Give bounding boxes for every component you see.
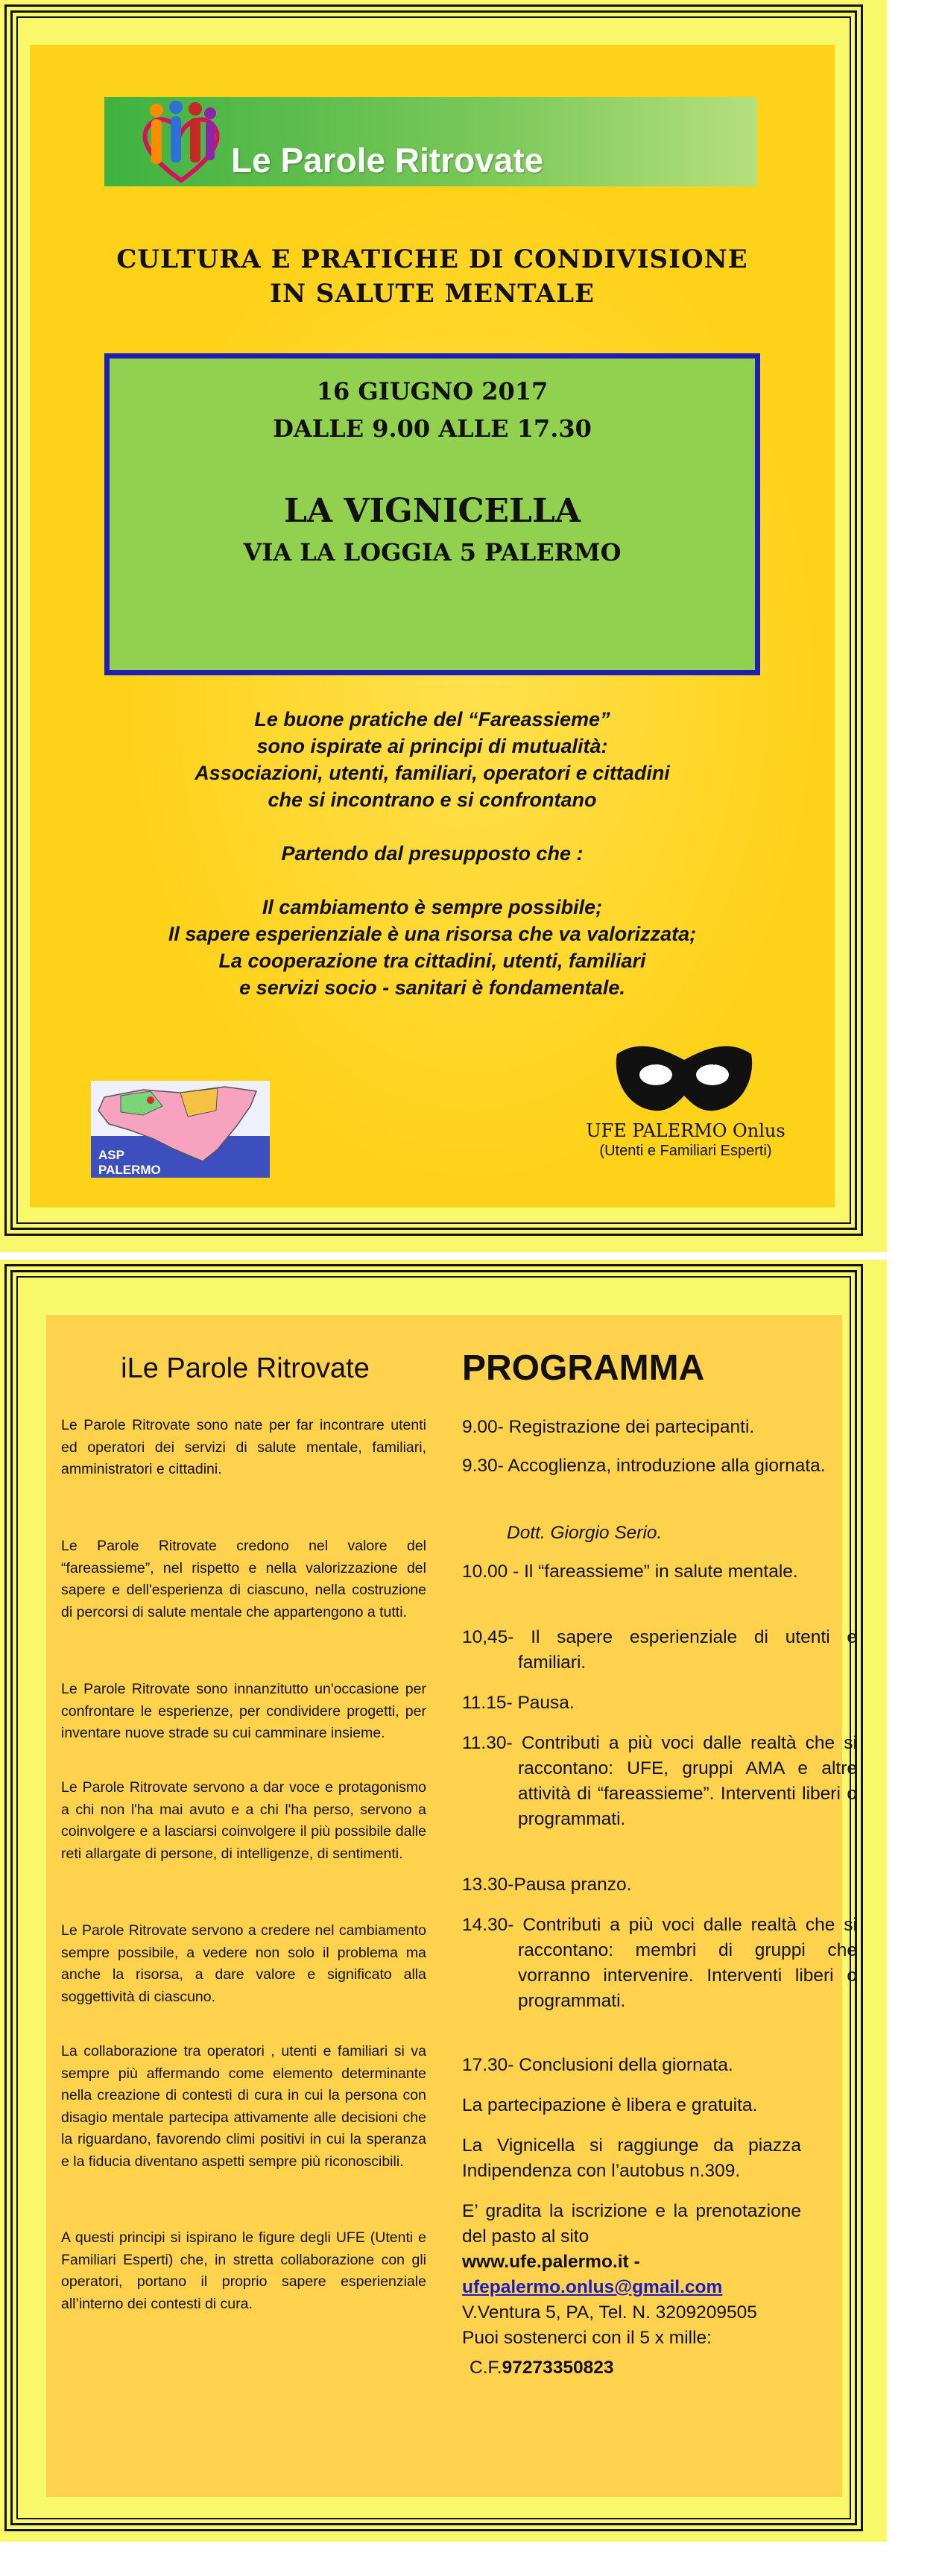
program-text: Conclusioni della giornata. xyxy=(519,2055,733,2075)
registration-note: E’ gradita la iscrizione e la prenotazione del pasto al sito xyxy=(462,2201,801,2247)
contact-info: V.Ventura 5, PA, Tel. N. 3209209505 xyxy=(462,2302,757,2323)
left-column-title: iLe Parole Ritrovate xyxy=(121,1353,370,1384)
directions-note: La Vignicella si raggiunge da piazza Indipendenza con l’autobus n.309. xyxy=(462,2135,801,2181)
free-participation-note: La partecipazione è libera e gratuita. xyxy=(462,2095,758,2115)
program-time: 9.00- xyxy=(462,1417,504,1437)
program-item xyxy=(462,1625,857,1676)
principle-line: La cooperazione tra cittadini, utenti, familiari xyxy=(218,950,646,972)
intro-line: sono ispirate ai principi di mutualità: xyxy=(256,735,608,757)
program-title: PROGRAMMA xyxy=(462,1348,705,1388)
ufe-name: UFE PALERMO Onlus xyxy=(586,1120,785,1141)
principle-line: Il sapere esperienziale è una risorsa che va valorizzata; xyxy=(168,923,697,945)
principle-line: e servizi socio - sanitari è fondamentale. xyxy=(239,976,625,999)
description-paragraph: Le Parole Ritrovate sono nate per far incontrare utenti ed operatori dei servizi di salute mentale, familiari, amministratori e cittadini. xyxy=(61,1417,426,1478)
program-time: 9.30- xyxy=(462,1456,504,1476)
program-time: 10,45- xyxy=(462,1627,514,1647)
program-text: Contributi a più voci dalle realtà che si raccontano: UFE, gruppi AMA e altre attività di “fareassieme”. Interventi liberi o programmati. xyxy=(518,1733,857,1829)
program-item xyxy=(462,2053,801,2078)
asp-label: PALERMO xyxy=(98,1163,161,1177)
program-text: Pausa pranzo. xyxy=(513,1875,632,1895)
premise-line: Partendo dal presupposto che : xyxy=(281,842,584,865)
program-item xyxy=(462,1731,857,1832)
email-link[interactable] xyxy=(462,2275,801,2300)
program-time: 17.30- xyxy=(462,2055,514,2075)
tax-code-number: 97273350823 xyxy=(502,2358,614,2378)
program-text: Il sapere esperienziale di utenti e familiari. xyxy=(518,1627,857,1673)
description-paragraph: Le Parole Ritrovate sono innanzitutto un'occasione per confrontare le esperienze, per condividere progetti, per inventare nuove strade su cui camminare insieme. xyxy=(61,1681,426,1742)
event-date: 16 GIUGNO 2017 xyxy=(316,377,549,405)
event-venue: LA VIGNICELLA xyxy=(283,492,581,530)
event-time: DALLE 9.00 ALLE 17.30 xyxy=(273,414,592,443)
email-address[interactable]: ufepalermo.onlus@gmail.com xyxy=(462,2277,723,2297)
intro-line: Associazioni, utenti, familiari, operatori e cittadini xyxy=(195,762,670,784)
program-text: Contributi a più voci dalle realtà che si raccontano: membri di gruppi che vorranno intervenire. Interventi liberi o programmati. xyxy=(518,1915,858,2011)
description-paragraph: Le Parole Ritrovate servono a credere nel cambiamento sempre possibile, a vedere non solo il problema ma anche la risorsa, a dare valore e significato alla soggettività di ciascuno. xyxy=(61,1922,426,2005)
program-text: - Il “fareassieme” in salute mentale. xyxy=(508,1562,798,1582)
description-paragraph: Le Parole Ritrovate servono a dar voce e protagonismo a chi non l'ha mai avuto e a chi l'ha perso, servono a coinvolgere e a lasciarsi coinvolgere il più possibile dalle reti allargate di persone, di intelligenze, di sentimenti. xyxy=(61,1779,426,1862)
program-item xyxy=(462,1913,857,2014)
program-time: 10.00 xyxy=(462,1562,508,1582)
program-text: Accoglienza, introduzione alla giornata. xyxy=(508,1456,826,1476)
program-speaker xyxy=(462,1521,801,1546)
ufe-subtitle: (Utenti e Familiari Esperti) xyxy=(599,1143,772,1159)
subtitle-line-1: CULTURA E PRATICHE DI CONDIVISIONE xyxy=(116,244,748,274)
website-link[interactable]: www.ufe.palermo.it - xyxy=(462,2252,640,2272)
program-time: 11.30- xyxy=(462,1733,513,1753)
program-time: 11.15- xyxy=(462,1693,513,1713)
program-item xyxy=(462,1415,846,1440)
program-item xyxy=(462,1872,801,1898)
event-address: VIA LA LOGGIA 5 PALERMO xyxy=(243,538,622,566)
principle-line: Il cambiamento è sempre possibile; xyxy=(262,896,603,918)
program-time: 14.30- xyxy=(462,1915,514,1935)
description-paragraph: A questi principi si ispirano le figure degli UFE (Utenti e Familiari Esperti) che, in stretta collaborazione con gli operatori, portano il proprio sapere esperienziale all’interno dei contesti di cura. xyxy=(61,2229,426,2312)
tax-code xyxy=(462,2355,801,2381)
banner-title: Le Parole Ritrovate xyxy=(231,141,544,180)
description-paragraph: La collaborazione tra operatori , utenti e familiari si va sempre più affermando come elemento determinante nella creazione di contesti di cura in cui la persona con disagio mentale partecipa attivamente alle decisioni che la riguardano, favorendo climi positivi in cui la speranza e la fiducia diventano aspetti sempre più riconoscibili. xyxy=(61,2043,426,2170)
program-item xyxy=(462,1453,846,1479)
description-paragraph: Le Parole Ritrovate credono nel valore del “fareassieme”, nel rispetto e nella valorizzazione del sapere e dell'esperienza di ciascuno, nella costruzione di percorsi di salute mentale che appartengono a tutti. xyxy=(61,1538,426,1620)
program-text: Registrazione dei partecipanti. xyxy=(508,1417,755,1437)
ufe-mask-logo-icon xyxy=(610,1038,759,1120)
intro-line: Le buone pratiche del “Fareassieme” xyxy=(254,708,610,730)
program-item xyxy=(462,1559,846,1585)
tax-code-label: C.F. xyxy=(470,2358,502,2378)
intro-line: che si incontrano e si confrontano xyxy=(268,789,597,811)
program-item xyxy=(462,1690,846,1716)
people-heart-logo-icon xyxy=(133,97,230,186)
program-time: 13.30- xyxy=(462,1875,514,1895)
support-note: Puoi sostenerci con il 5 x mille: xyxy=(462,2328,712,2348)
subtitle-line-2: IN SALUTE MENTALE xyxy=(270,279,595,309)
asp-label: ASP xyxy=(98,1148,124,1162)
program-text: Dott. Giorgio Serio. xyxy=(507,1523,663,1543)
program-text: Pausa. xyxy=(517,1693,575,1713)
